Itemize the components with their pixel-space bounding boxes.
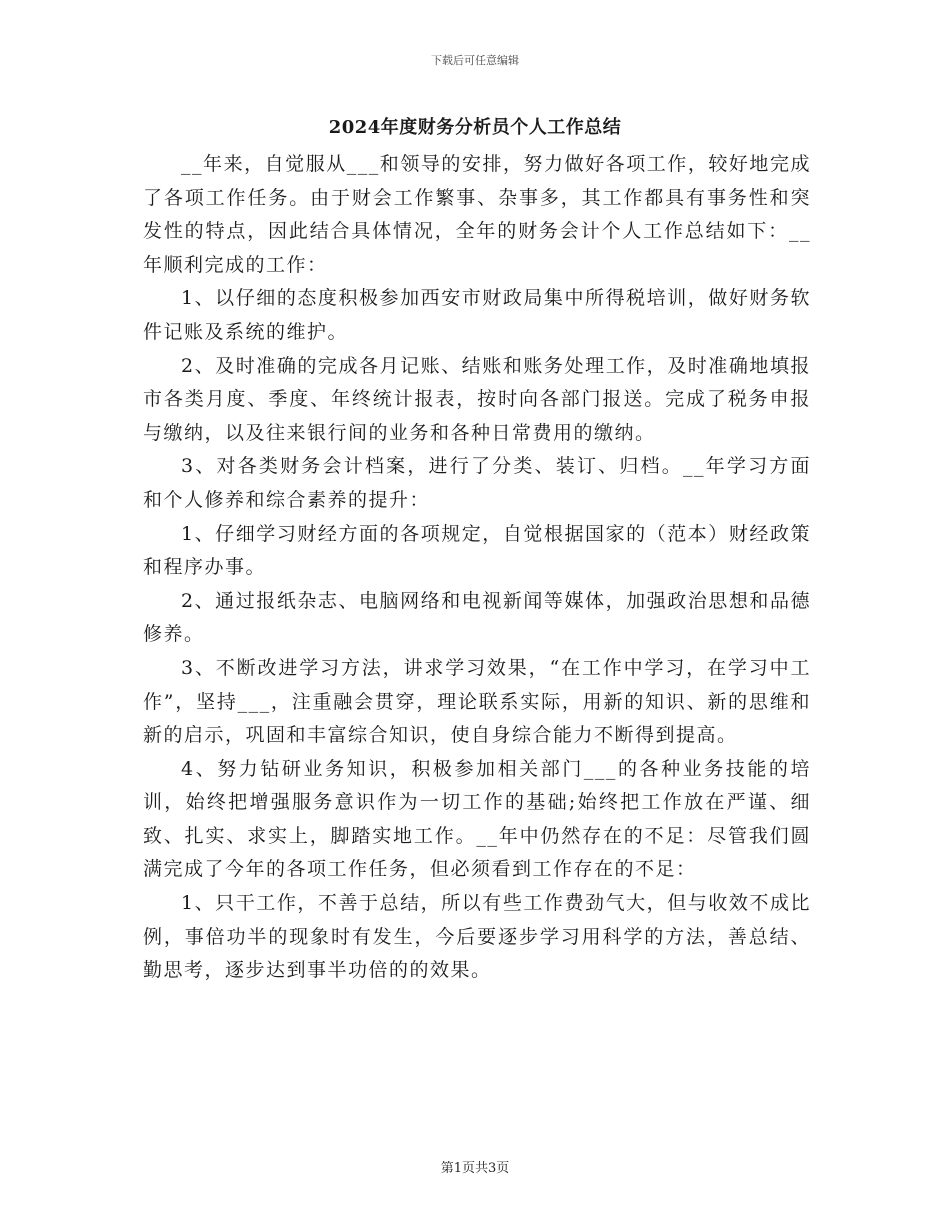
paragraph-item: 3、不断改进学习方法，讲求学习效果，“在工作中学习，在学习中工作”，坚持___，注重融会贯穿，理论联系实际，用新的知识、新的思维和新的启示，巩固和丰富综合知识，使自身综合能力不断得到提高。 (143, 656, 811, 747)
paragraph-item: 2、通过报纸杂志、电脑网络和电视新闻等媒体，加强政治思想和品德修养。 (143, 589, 811, 646)
paragraph-item: 4、努力钻研业务知识，积极参加相关部门___的各种业务技能的培训，始终把增强服务意识作为一切工作的基础;始终把工作放在严谨、细致、扎实、求实上，脚踏实地工作。__年中仍然存在的不足：尽管我们圆满完成了今年的各项工作任务，但必须看到工作存在的不足： (143, 757, 811, 881)
paragraph-intro: __年来，自觉服从___和领导的安排，努力做好各项工作，较好地完成了各项工作任务。由于财会工作繁事、杂事多，其工作都具有事务性和突发性的特点，因此结合具体情况，全年的财务会计个人工作总结如下：__年顺利完成的工作： (143, 153, 811, 276)
document-title: 2024年度财务分析员个人工作总结 (328, 117, 622, 138)
paragraph-item: 3、对各类财务会计档案，进行了分类、装订、归档。__年学习方面和个人修养和综合素养的提升： (143, 455, 811, 511)
page-number: 第1页共3页 (440, 1161, 510, 1176)
paragraph-item: 1、以仔细的态度积极参加西安市财政局集中所得税培训，做好财务软件记账及系统的维护。 (143, 287, 811, 343)
paragraph-item: 1、只干工作，不善于总结，所以有些工作费劲气大，但与收效不成比例，事倍功半的现象时有发生，今后要逐步学习用科学的方法，善总结、勤思考，逐步达到事半功倍的的效果。 (143, 892, 811, 982)
header-note: 下载后可任意编辑 (431, 54, 519, 67)
paragraph-item: 2、及时准确的完成各月记账、结账和账务处理工作，及时准确地填报市各类月度、季度、年终统计报表，按时向各部门报送。完成了税务申报与缴纳，以及往来银行间的业务和各种日常费用的缴纳。 (143, 354, 811, 444)
document-body (143, 148, 811, 988)
paragraph-item: 1、仔细学习财经方面的各项规定，自觉根据国家的（范本）财经政策和程序办事。 (143, 522, 811, 579)
